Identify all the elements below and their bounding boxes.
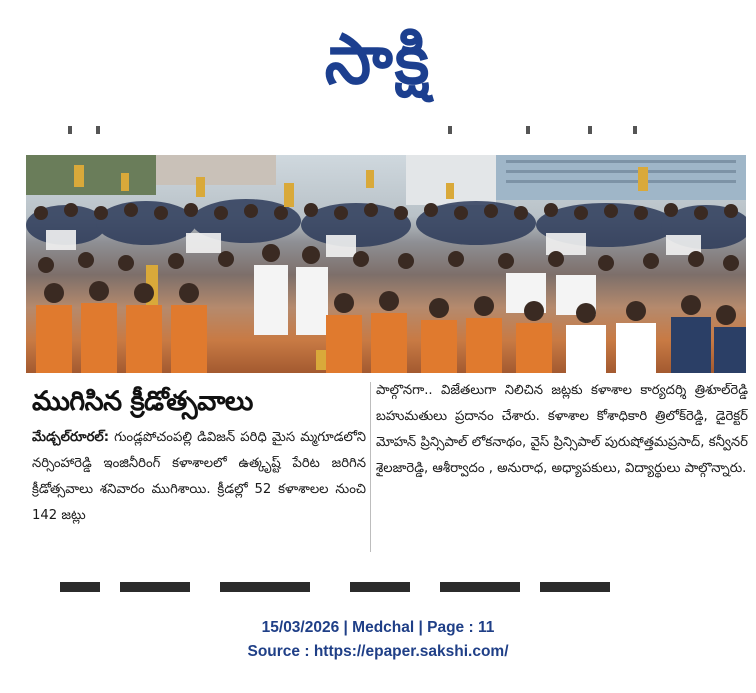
article-right-body: పాల్గొనగా.. విజేతలుగా నిలిచిన జట్లకు కళాశాల కార్యదర్శి త్రిశూల్‌రెడ్డి బహుమతులు ప్రదానం చేశారు. కళాశాల కోశాధికారి త్రిలోక్‌రెడ్డి, డైరెక్టర్‌ మోహన్‌ ప్రిన్సిపాల్‌ లోకనాథం, వైస్‌ ప్రిన్సిపాల్‌ పురుషోత్తమప్రసాద్‌, కన్వీనర్‌ శైలజారెడ్డి, ఆశీర్వాదం , అనురాధ, అధ్యాపకులు, విద్యార్థులు పాల్గొన్నారు. [376, 383, 748, 476]
cropped-next-headline [60, 582, 620, 594]
cropped-text-line-top [28, 126, 748, 136]
article-left-body [32, 425, 366, 529]
edition-info: 15/03/2026 | Medchal | Page : 11 [261, 619, 495, 636]
masthead [0, 0, 756, 110]
article-right-column [376, 378, 748, 482]
news-photo [26, 155, 746, 373]
article-headline: ముగిసిన క్రీడోత్సవాలు [32, 386, 253, 417]
sports-meet-group-photo [26, 155, 746, 373]
source-link[interactable]: Source : https://epaper.sakshi.com/ [247, 643, 509, 660]
article-left-text: గుండ్లపోచంపల్లి డివిజన్‌ పరిధి మైస మ్మగూడలోని నర్సింహారెడ్డి ఇంజినీరింగ్‌ కళాశాలలో ఉత్కృష్ట్‌ పేరిట జరిగిన క్రీడోత్సవాలు శనివారం ముగిశాయి. క్రీడల్లో 52 కళాశాలల నుంచి 142 జట్లు [32, 430, 366, 524]
news-article [26, 378, 746, 578]
page-footer [0, 616, 756, 664]
article-dateline: మేడ్చల్‌రూరల్‌: [32, 430, 110, 446]
sakshi-logo: సాక్షి [324, 19, 432, 100]
article-left-column [26, 378, 366, 529]
column-divider [370, 382, 371, 552]
